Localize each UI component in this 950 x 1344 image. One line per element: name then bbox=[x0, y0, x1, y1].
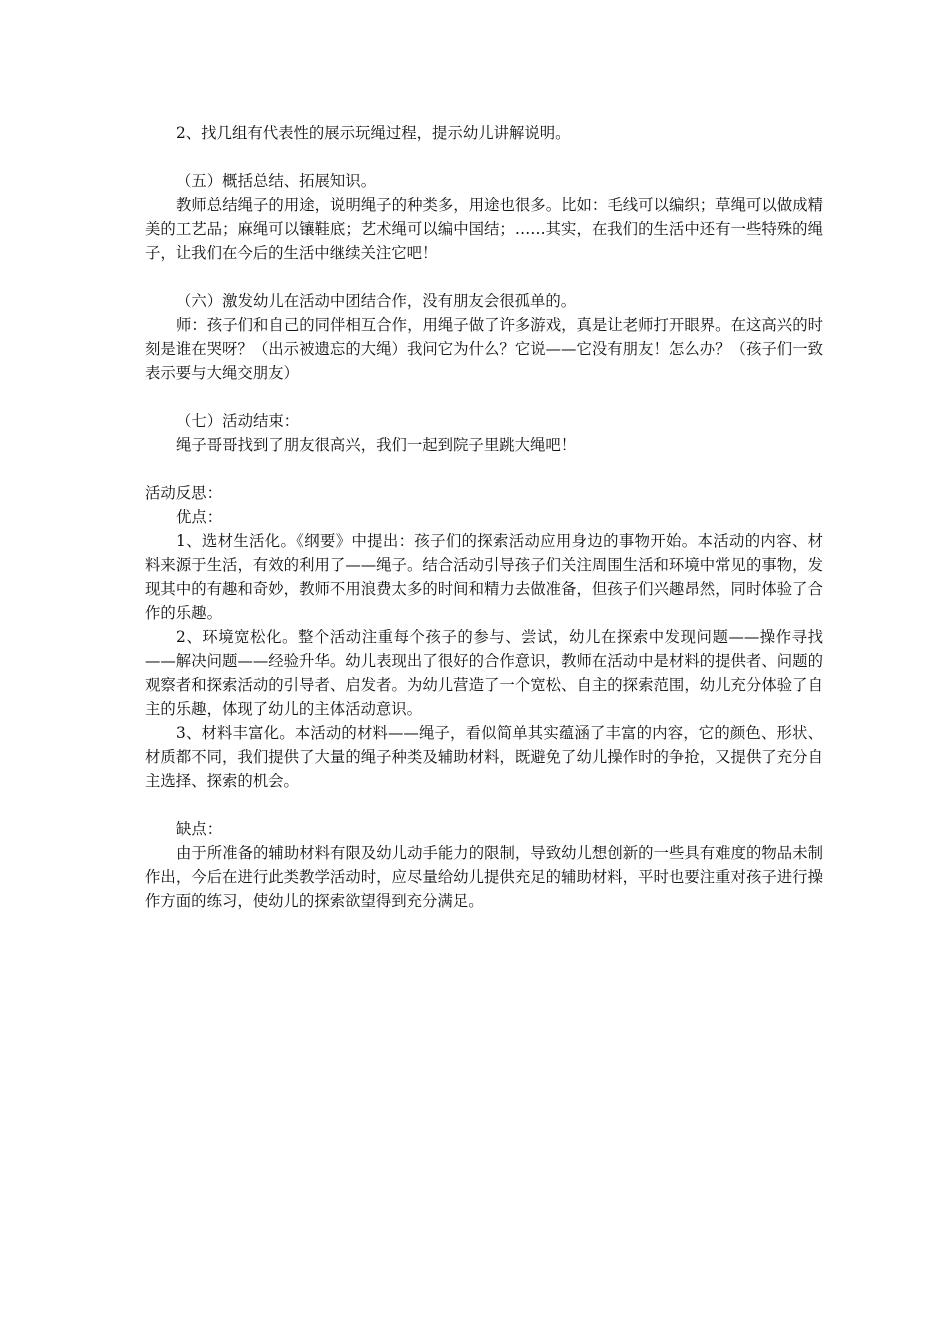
section-5-body: 教师总结绳子的用途，说明绳子的种类多，用途也很多。比如：毛线可以编织；草绳可以做成精美的工艺品；麻绳可以镶鞋底；艺术绳可以编中国结；……其实，在我们的生活中还有一些特殊的绳子，让我们在今后的生活中继续关注它吧！ bbox=[145, 196, 823, 262]
section-7-body: 绳子哥哥找到了朋友很高兴，我们一起到院子里跳大绳吧！ bbox=[176, 436, 577, 454]
paragraph-gap bbox=[145, 265, 823, 289]
paragraph-gap bbox=[145, 145, 823, 169]
section-6-heading: （六）激发幼儿在活动中团结合作，没有朋友会很孤单的。 bbox=[176, 292, 577, 310]
paragraph-gap bbox=[145, 385, 823, 409]
weakness-paragraph: 由于所准备的辅助材料有限及幼儿动手能力的限制，导致幼儿想创新的一些具有难度的物品未制作出，今后在进行此类教学活动时，应尽量给幼儿提供充足的辅助材料，平时也要注重对孩子进行操作方面的练习，使幼儿的探索欲望得到充分满足。 bbox=[145, 844, 823, 910]
strength-2-paragraph: 2、环境宽松化。整个活动注重每个孩子的参与、尝试，幼儿在探索中发现问题——操作寻找——解决问题——经验升华。幼儿表现出了很好的合作意识，教师在活动中是材料的提供者、问题的观察者和探索活动的引导者、启发者。为幼儿营造了一个宽松、自主的探索范围，幼儿充分体验了自主的乐趣，体现了幼儿的主体活动意识。 bbox=[145, 628, 823, 718]
section-7-heading: （七）活动结束： bbox=[176, 412, 300, 430]
paragraph-gap bbox=[145, 457, 823, 481]
strengths-heading: 优点： bbox=[176, 508, 223, 526]
document-body bbox=[145, 121, 823, 913]
weaknesses-heading: 缺点： bbox=[176, 820, 223, 838]
strength-1-paragraph: 1、选材生活化。《纲要》中提出：孩子们的探索活动应用身边的事物开始。本活动的内容、材料来源于生活，有效的利用了——绳子。结合活动引导孩子们关注周围生活和环境中常见的事物，发现其中的有趣和奇妙，教师不用浪费太多的时间和精力去做准备，但孩子们兴趣昂然，同时体验了合作的乐趣。 bbox=[145, 532, 823, 622]
section-5-heading: （五）概括总结、拓展知识。 bbox=[176, 172, 377, 190]
paragraph-gap bbox=[145, 793, 823, 817]
strength-3-paragraph: 3、材料丰富化。本活动的材料——绳子，看似简单其实蕴涵了丰富的内容，它的颜色、形状、材质都不同，我们提供了大量的绳子种类及辅助材料，既避免了幼儿操作时的争抢，又提供了充分自主选择、探索的机会。 bbox=[145, 724, 823, 790]
section-6-body: 师：孩子们和自己的同伴相互合作，用绳子做了许多游戏，真是让老师打开眼界。在这高兴的时刻是谁在哭呀？（出示被遗忘的大绳）我问它为什么？它说——它没有朋友！怎么办？（孩子们一致表示要与大绳交朋友） bbox=[145, 316, 823, 382]
reflection-heading: 活动反思： bbox=[145, 484, 222, 502]
step-2-paragraph: 2、找几组有代表性的展示玩绳过程，提示幼儿讲解说明。 bbox=[176, 124, 571, 142]
